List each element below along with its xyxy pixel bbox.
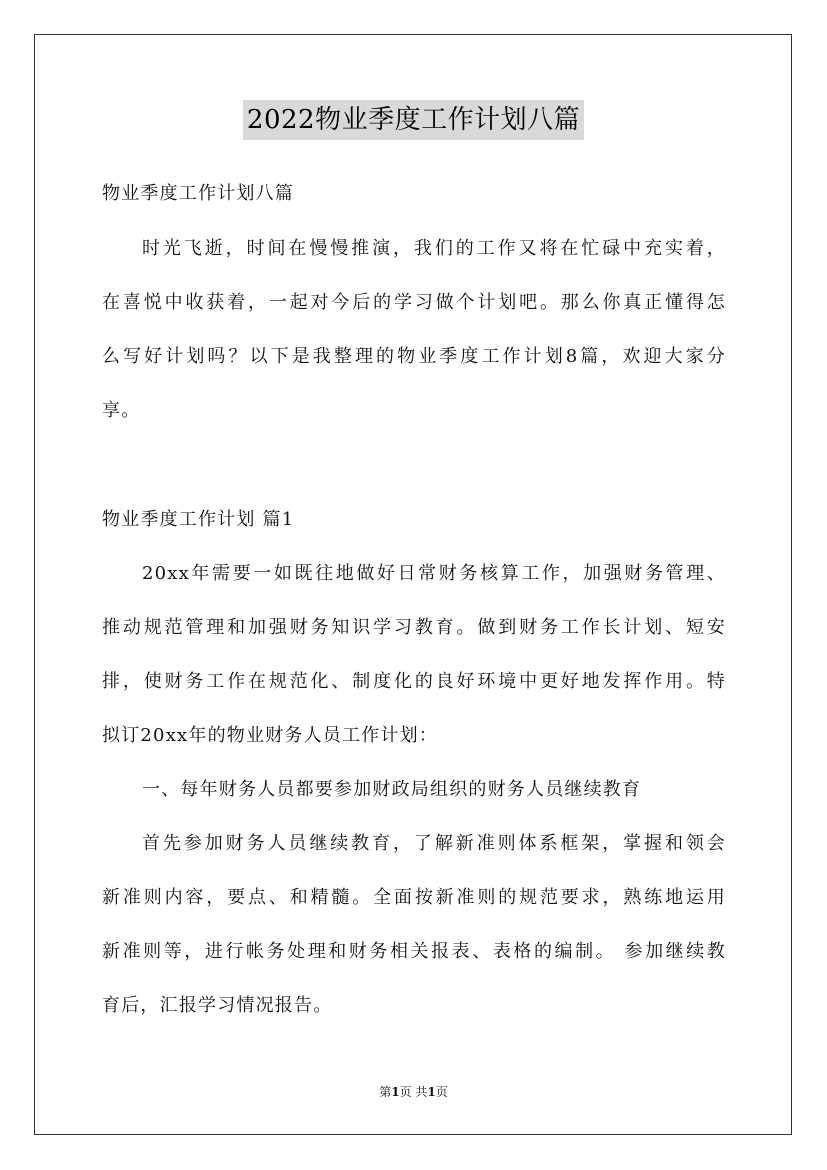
title-wrapper bbox=[0, 100, 827, 140]
section-para2-line-1: 首先参加财务人员继续教育，了解新准则体系框架，掌握和领会 bbox=[142, 833, 726, 854]
intro-line-2: 在喜悦中收获着，一起对今后的学习做个计划吧。那么你真正懂得怎 bbox=[102, 292, 726, 313]
intro-line-4: 享。 bbox=[102, 400, 141, 421]
footer-page-suffix: 页 bbox=[435, 1085, 448, 1099]
document-title: 2022物业季度工作计划八篇 bbox=[243, 100, 584, 140]
section-heading: 物业季度工作计划 篇1 bbox=[102, 509, 295, 530]
section-item-1: 一、每年财务人员都要参加财政局组织的财务人员继续教育 bbox=[142, 779, 642, 800]
section-para1-line-2: 推动规范管理和加强财务知识学习教育。做到财务工作长计划、短安 bbox=[102, 617, 726, 638]
section-para2-line-3: 新准则等，进行帐务处理和财务相关报表、表格的编制。 参加继续教 bbox=[102, 941, 726, 962]
section-para1-line-1: 20xx年需要一如既往地做好日常财务核算工作，加强财务管理、 bbox=[142, 563, 726, 584]
footer-page-total: 1 bbox=[427, 1085, 436, 1099]
intro-line-3: 么写好计划吗？以下是我整理的物业季度工作计划8篇，欢迎大家分 bbox=[102, 346, 726, 367]
section-para2-line-4: 育后，汇报学习情况报告。 bbox=[102, 995, 333, 1016]
page-footer bbox=[0, 1084, 827, 1100]
section-para1-line-4: 拟订20xx年的物业财务人员工作计划： bbox=[102, 725, 439, 746]
footer-page-prefix: 第 bbox=[379, 1085, 392, 1099]
section-para2-line-2: 新准则内容，要点、和精髓。全面按新准则的规范要求，熟练地运用 bbox=[102, 887, 726, 908]
document-subtitle: 物业季度工作计划八篇 bbox=[102, 183, 294, 204]
footer-page-mid: 页 共 bbox=[399, 1085, 428, 1099]
intro-line-1: 时光飞逝，时间在慢慢推演，我们的工作又将在忙碌中充实着， bbox=[142, 238, 726, 259]
section-para1-line-3: 排，使财务工作在规范化、制度化的良好环境中更好地发挥作用。特 bbox=[102, 671, 726, 692]
footer-page-current: 1 bbox=[391, 1085, 400, 1099]
